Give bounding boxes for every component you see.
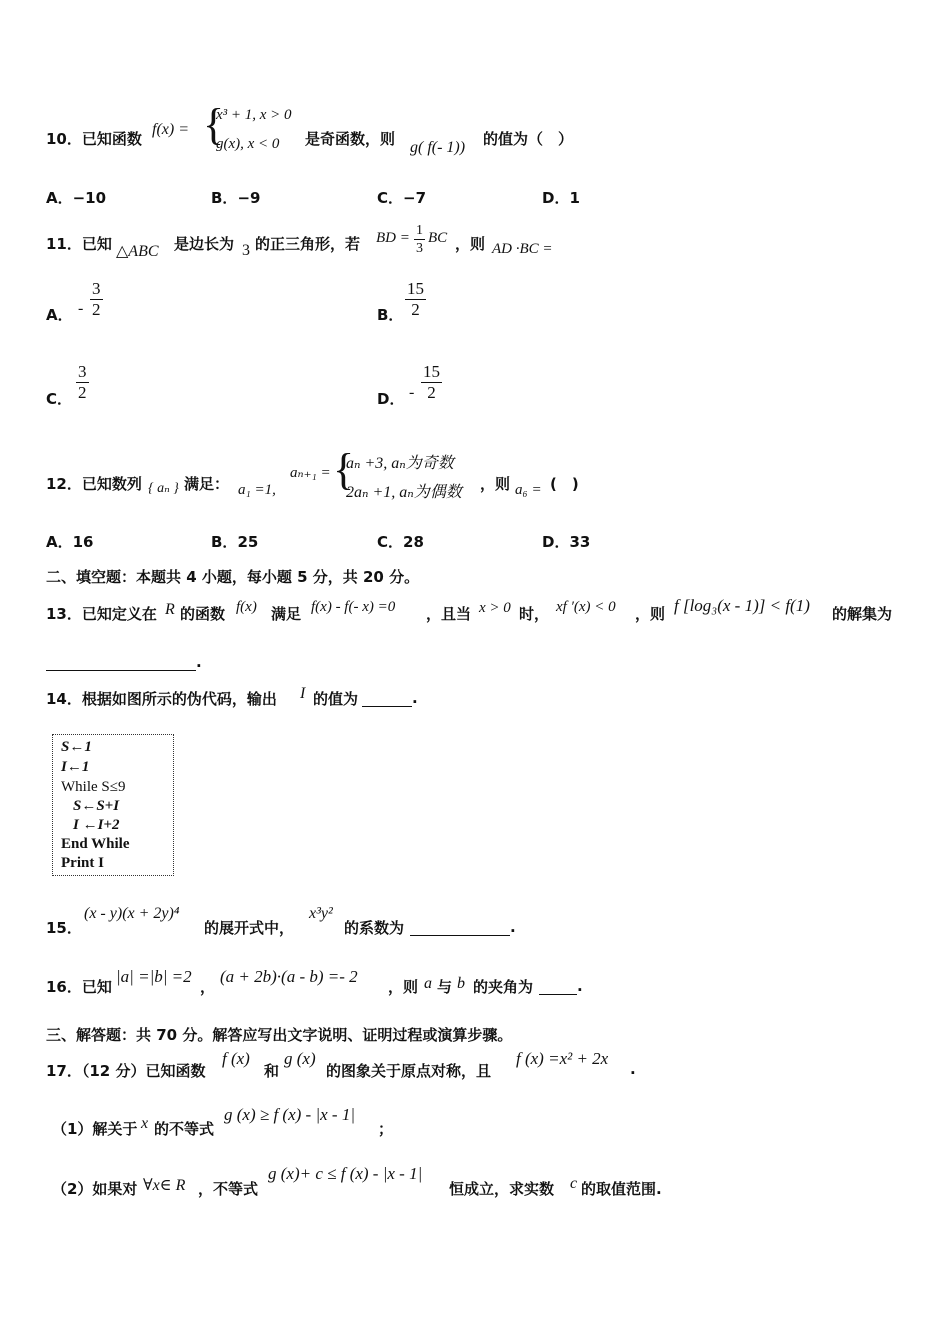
q11-side: 3	[242, 242, 250, 259]
q15-answer-blank[interactable]: .	[410, 917, 516, 936]
q10-option-a: A．−10	[46, 189, 107, 207]
q12-brace: {	[333, 445, 355, 494]
q11-number: 11．已知	[46, 235, 112, 253]
q10-fx: f(x) =	[152, 121, 189, 138]
q11-option-a-frac: $\frac{3}{2}$	[92, 279, 101, 319]
q12-an1: aₙ₊₁ =	[290, 465, 331, 481]
q17-part1-end: ；	[378, 1120, 394, 1138]
q17-fx: f (x)	[222, 1049, 250, 1068]
q17-part2-t3: 的取值范围.	[581, 1180, 662, 1198]
q11-triangle: △ABC	[116, 243, 159, 260]
q17-part2-label: （2）如果对	[52, 1180, 138, 1198]
q16-cond1: |a| =|b| =2	[116, 967, 192, 986]
q17-part2-t2: 恒成立，求实数	[449, 1180, 555, 1198]
q11-option-a-label: A．	[46, 306, 73, 324]
q14-text: 14．根据如图所示的伪代码，输出	[46, 690, 277, 708]
q12-a6: a₆ =	[515, 482, 542, 498]
q16-cond2: (a + 2b)·(a - b) =- 2	[220, 967, 358, 986]
q12-option-b: B．25	[211, 533, 259, 551]
q11-option-d-frac: $\frac{15}{2}$	[423, 362, 440, 402]
q13-eq: f(x) - f(- x) =0	[311, 599, 396, 615]
q11-mid2: 的正三角形，若	[255, 235, 361, 253]
q17-part1-x: x	[141, 1115, 149, 1132]
q17-def: f (x) =x² + 2x	[516, 1049, 609, 1068]
q10-option-d: D．1	[542, 189, 580, 207]
q12-mid2: ，则	[480, 475, 511, 493]
code-line-1: S←1	[61, 739, 92, 755]
q17-part1-t1: 的不等式	[154, 1120, 215, 1138]
q10-case2: g(x), x < 0	[216, 136, 280, 152]
q11-mid1: 是边长为	[174, 235, 235, 253]
q13-number: 13．已知定义在	[46, 605, 157, 623]
q15-number: 15．	[46, 919, 82, 937]
q17-part2-quantifier: ∀x∈ R	[143, 1177, 186, 1194]
q16-t2: 与	[437, 978, 453, 996]
q17-t1: 和	[264, 1062, 280, 1080]
q11-bd: BD =	[376, 230, 410, 246]
q16-comma: ，	[200, 978, 216, 996]
q11-frac-den: 3	[416, 241, 423, 256]
q11-option-c-frac: $\frac{3}{2}$	[78, 362, 87, 402]
q14-answer-blank[interactable]: .	[362, 688, 418, 707]
q15-expr: (x - y)(x + 2y)⁴	[84, 905, 180, 922]
q10-option-b: B．−9	[211, 189, 261, 207]
q11-option-b-label: B．	[377, 306, 404, 324]
q15-t1: 的展开式中，	[204, 919, 295, 937]
q13-t6: 的解集为	[832, 605, 893, 623]
q13-t5: ，则	[635, 605, 666, 623]
q17-gx: g (x)	[284, 1049, 316, 1068]
q13-ineq: xf ′(x) < 0	[556, 599, 616, 615]
q11-option-b-frac: $\frac{15}{2}$	[407, 279, 424, 319]
q14-var: I	[300, 685, 306, 702]
q11-option-a-sign: -	[78, 300, 84, 317]
q10-tail: 的值为（ ）	[483, 130, 574, 148]
q17-end: .	[630, 1060, 636, 1078]
q13-answer-blank[interactable]: .	[46, 652, 202, 671]
q13-cond: x > 0	[479, 600, 511, 616]
q17-part2-t1: ，不等式	[198, 1180, 259, 1198]
q17-number: 17．（12 分）已知函数	[46, 1062, 206, 1080]
q16-a: a	[424, 975, 432, 992]
pseudocode-box	[52, 734, 174, 876]
q11-bc: BC	[428, 230, 448, 246]
q13-t2: 满足	[271, 605, 302, 623]
q12-case1: aₙ +3, aₙ为奇数	[346, 455, 454, 472]
q17-part1-ineq: g (x) ≥ f (x) - |x - 1|	[224, 1105, 356, 1124]
q10-mid: 是奇函数，则	[305, 130, 396, 148]
q10-brace: {	[203, 100, 225, 149]
code-line-6: End While	[61, 836, 130, 852]
q10-option-c: C．−7	[377, 189, 427, 207]
code-line-5: I ←I+2	[73, 817, 120, 833]
q13-ineq2: f [log₃(x - 1)] < f(1)	[674, 596, 810, 615]
q16-t3: 的夹角为	[473, 978, 534, 996]
q12-mid: 满足：	[184, 475, 230, 493]
q12-option-a: A．16	[46, 533, 94, 551]
q10-case1: x³ + 1, x > 0	[216, 107, 292, 123]
q12-option-d: D．33	[542, 533, 591, 551]
q13-t3: ，且当	[426, 605, 472, 623]
q10-expr: g( f(- 1))	[410, 139, 466, 156]
q13-t1: 的函数	[180, 605, 226, 623]
q17-part2-ineq: g (x)+ c ≤ f (x) - |x - 1|	[268, 1164, 423, 1183]
q16-number: 16．已知	[46, 978, 112, 996]
q17-t2: 的图象关于原点对称，且	[326, 1062, 492, 1080]
q15-t2: 的系数为	[344, 919, 405, 937]
q17-part1-label: （1）解关于	[52, 1120, 138, 1138]
q13-fx: f(x)	[236, 599, 257, 615]
q11-option-c-label: C．	[46, 390, 73, 408]
q15-term: x³y²	[309, 905, 333, 922]
q11-frac-num: 1	[416, 223, 423, 238]
q13-r: R	[165, 601, 175, 618]
code-line-2: I←1	[61, 759, 90, 775]
code-line-4: S←S+I	[73, 798, 120, 814]
q13-t4: 时，	[519, 605, 550, 623]
q17-part2-c: c	[570, 1175, 578, 1192]
q12-number: 12．已知数列	[46, 475, 142, 493]
q11-option-d-label: D．	[377, 390, 405, 408]
code-line-7: Print I	[61, 855, 104, 871]
q11-option-d-sign: -	[409, 384, 415, 401]
q16-answer-blank[interactable]: .	[539, 976, 583, 995]
q12-seq: { aₙ }	[148, 481, 179, 496]
q11-fraction	[414, 222, 425, 257]
code-line-3: While S≤9	[61, 779, 126, 795]
q16-b: b	[457, 975, 465, 992]
q12-a1: a₁ =1,	[238, 482, 276, 498]
section-3-heading: 三、解答题：共 70 分。解答应写出文字说明、证明过程或演算步骤。	[46, 1026, 513, 1044]
q14-tail: 的值为	[313, 690, 359, 708]
q11-dot: AD ·BC =	[492, 241, 553, 257]
q12-case2: 2aₙ +1, aₙ为偶数	[346, 484, 462, 501]
section-2-heading: 二、填空题：本题共 4 小题，每小题 5 分，共 20 分。	[46, 568, 420, 586]
q16-t1: ，则	[388, 978, 419, 996]
q10-number: 10．已知函数	[46, 130, 142, 148]
q11-mid3: ，则	[455, 235, 486, 253]
q12-tail: ( )	[550, 475, 579, 493]
q12-option-c: C．28	[377, 533, 424, 551]
